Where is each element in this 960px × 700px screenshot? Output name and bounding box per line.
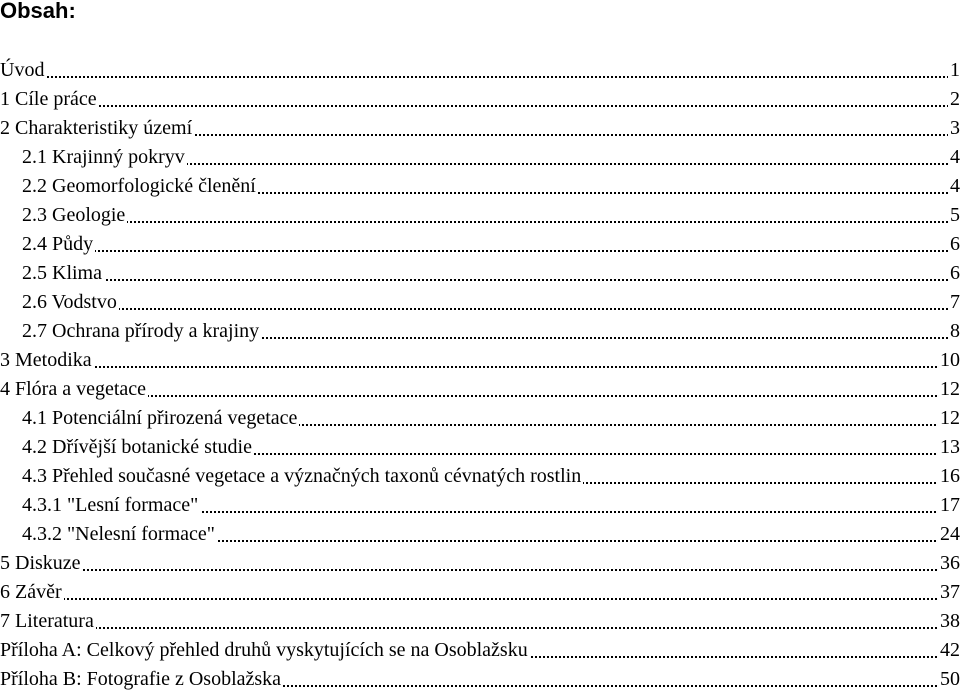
toc-entry-label[interactable]: 4.1 Potenciální přirozená vegetace	[22, 404, 299, 433]
toc-entry-label[interactable]: 1 Cíle práce	[0, 85, 99, 114]
toc-entry-label[interactable]: 4.3.1 "Lesní formace"	[22, 491, 200, 520]
toc-entry-label[interactable]: Příloha A: Celkový přehled druhů vyskytujících se na Osoblažsku	[0, 636, 530, 665]
dot-leader	[0, 627, 960, 629]
toc-entry-page: 42	[938, 636, 960, 665]
toc-entry[interactable]	[0, 230, 960, 259]
toc-entry-page: 5	[948, 201, 960, 230]
dot-leader	[22, 221, 960, 223]
toc-entry[interactable]	[0, 433, 960, 462]
toc-entry[interactable]	[0, 404, 960, 433]
toc-entry[interactable]	[0, 56, 960, 85]
toc-entry-label[interactable]: 6 Závěr	[0, 578, 64, 607]
toc-entry-label[interactable]: 4.3.2 "Nelesní formace"	[22, 520, 217, 549]
toc-entry-label[interactable]: 2.2 Geomorfologické členění	[22, 172, 258, 201]
toc-entry[interactable]	[0, 288, 960, 317]
toc-entry-label[interactable]: 4.3 Přehled současné vegetace a význačných taxonů cévnatých rostlin	[22, 462, 583, 491]
toc-entry-page: 4	[948, 143, 960, 172]
dot-leader	[22, 308, 960, 310]
toc-entry-page: 2	[948, 85, 960, 114]
toc-entry-page: 7	[948, 288, 960, 317]
toc-entry-label[interactable]: 2.5 Klima	[22, 259, 104, 288]
toc-entry-page: 8	[948, 317, 960, 346]
toc-entry[interactable]	[0, 665, 960, 694]
toc-entry[interactable]	[0, 317, 960, 346]
toc-entry-label[interactable]: Příloha B: Fotografie z Osoblažska	[0, 665, 283, 694]
toc-entry-page: 3	[948, 114, 960, 143]
toc-entry-page: 50	[938, 665, 960, 694]
toc-entry-page: 1	[948, 56, 960, 85]
toc-entry-page: 37	[938, 578, 960, 607]
toc-entry-page: 16	[938, 462, 960, 491]
dot-leader	[0, 76, 960, 78]
toc-entry-label[interactable]: 7 Literatura	[0, 607, 96, 636]
toc-entry-label[interactable]: 2.7 Ochrana přírody a krajiny	[22, 317, 261, 346]
toc-entry[interactable]	[0, 143, 960, 172]
toc-entry-label[interactable]: 2.4 Půdy	[22, 230, 95, 259]
toc-entry-label[interactable]: 4.2 Dřívější botanické studie	[22, 433, 254, 462]
toc-entry[interactable]	[0, 491, 960, 520]
toc-entry-label[interactable]: 5 Diskuze	[0, 549, 83, 578]
dot-leader	[0, 569, 960, 571]
toc-entry-page: 12	[938, 375, 960, 404]
toc-entry[interactable]	[0, 636, 960, 665]
dot-leader	[22, 279, 960, 281]
toc-entry-label[interactable]: 2.1 Krajinný pokryv	[22, 143, 187, 172]
toc-entry[interactable]	[0, 375, 960, 404]
toc-entry-page: 13	[938, 433, 960, 462]
toc-entry-page: 17	[938, 491, 960, 520]
toc-entry[interactable]	[0, 259, 960, 288]
dot-leader	[0, 105, 960, 107]
toc-entry-label[interactable]: 2 Charakteristiky území	[0, 114, 194, 143]
toc-entry-page: 36	[938, 549, 960, 578]
toc-entry-page: 6	[948, 259, 960, 288]
toc-entry-page: 6	[948, 230, 960, 259]
toc-entry-label[interactable]: Úvod	[0, 56, 46, 85]
dot-leader	[0, 598, 960, 600]
toc-entry[interactable]	[0, 172, 960, 201]
toc-entry-page: 10	[938, 346, 960, 375]
toc-entry-page: 24	[938, 520, 960, 549]
toc-entry[interactable]	[0, 549, 960, 578]
toc-entry-page: 38	[938, 607, 960, 636]
toc-entry[interactable]	[0, 607, 960, 636]
toc-entry[interactable]	[0, 85, 960, 114]
toc-entry-page: 12	[938, 404, 960, 433]
toc-entry[interactable]	[0, 520, 960, 549]
toc-entry[interactable]	[0, 462, 960, 491]
dot-leader	[0, 366, 960, 368]
toc-heading: Obsah:	[0, 0, 76, 23]
toc-entry-label[interactable]: 3 Metodika	[0, 346, 94, 375]
table-of-contents	[0, 56, 960, 694]
toc-entry-page: 4	[948, 172, 960, 201]
toc-entry[interactable]	[0, 201, 960, 230]
toc-entry[interactable]	[0, 578, 960, 607]
toc-entry-label[interactable]: 2.6 Vodstvo	[22, 288, 119, 317]
toc-entry-label[interactable]: 4 Flóra a vegetace	[0, 375, 148, 404]
toc-entry[interactable]	[0, 114, 960, 143]
toc-entry[interactable]	[0, 346, 960, 375]
toc-entry-label[interactable]: 2.3 Geologie	[22, 201, 127, 230]
dot-leader	[22, 250, 960, 252]
